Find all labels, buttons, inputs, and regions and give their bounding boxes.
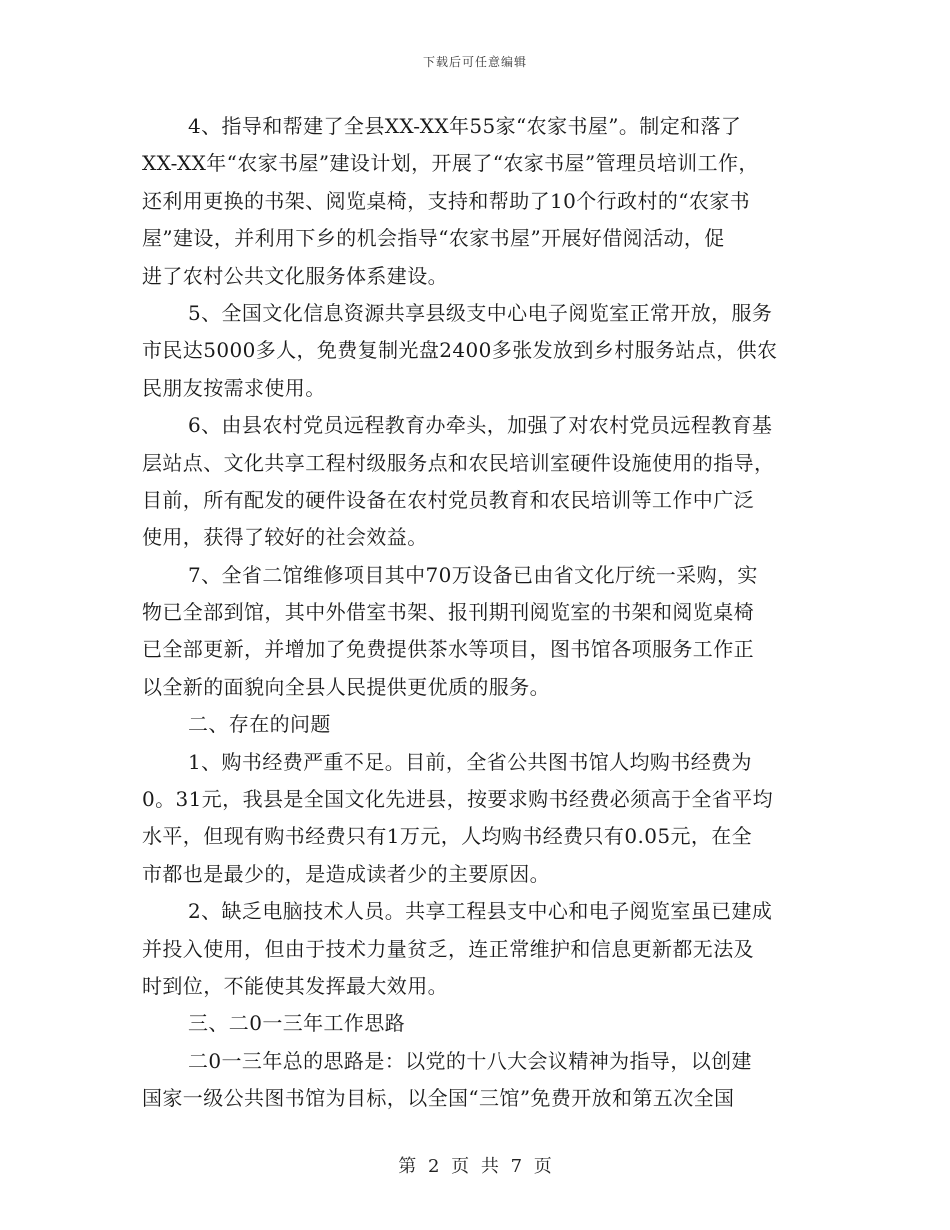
text-line: 二0一三年总的思路是：以党的十八大会议精神为指导，以创建 [188, 1048, 752, 1073]
text-line: 7、全省二馆维修项目其中70万设备已由省文化厅统一采购，实 [188, 562, 758, 587]
text-line: 目前，所有配发的硬件设备在农村党员教育和农民培训等工作中广泛 [142, 487, 754, 512]
text-line: 国家一级公共图书馆为目标，以全国“三馆”免费开放和第五次全国 [142, 1086, 735, 1111]
text-line: 时到位，不能使其发挥最大效用。 [142, 973, 448, 998]
text-line: 还利用更换的书架、阅览桌椅，支持和帮助了10个行政村的“农家书 [142, 188, 751, 213]
page-header-note: 下载后可任意编辑 [422, 55, 527, 69]
text-line: 以全新的面貌向全县人民提供更优质的服务。 [142, 674, 550, 699]
text-line: 已全部更新，并增加了免费提供茶水等项目，图书馆各项服务工作正 [142, 637, 754, 662]
text-line: XX-XX年“农家书屋”建设计划，开展了“农家书屋”管理员培训工作， [142, 151, 759, 176]
text-line: 屋”建设，并利用下乡的机会指导“农家书屋”开展好借阅活动，促 [142, 226, 725, 251]
text-line: 市都也是最少的，是造成读者少的主要原因。 [142, 861, 550, 886]
text-line: 水平，但现有购书经费只有1万元，人均购书经费只有0.05元，在全 [142, 824, 753, 849]
text-line: 市民达5000多人，免费复制光盘2400多张发放到乡村服务站点，供农 [142, 338, 778, 363]
text-line: 三、二0一三年工作思路 [188, 1011, 406, 1036]
text-line: 二、存在的问题 [188, 712, 331, 737]
text-line: 6、由县农村党员远程教育办牵头，加强了对农村党员远程教育基 [188, 413, 773, 438]
document-body [142, 108, 810, 1118]
text-line: 1、购书经费严重不足。目前，全省公共图书馆人均购书经费为 [188, 749, 752, 774]
text-line: 层站点、文化共享工程村级服务点和农民培训室硬件设施使用的指导， [142, 450, 775, 475]
page-number: 第 2 页 共 7 页 [398, 1156, 552, 1177]
text-line: 2、缺乏电脑技术人员。共享工程县支中心和电子阅览室虽已建成 [188, 899, 773, 924]
text-line: 使用，获得了较好的社会效益。 [142, 525, 428, 550]
text-line: 进了农村公共文化服务体系建设。 [142, 263, 448, 288]
text-line: 物已全部到馆，其中外借室书架、报刊期刊阅览室的书架和阅览桌椅 [142, 600, 754, 625]
text-line: 0。31元，我县是全国文化先进县，按要求购书经费必须高于全省平均 [142, 787, 773, 812]
text-line: 4、指导和帮建了全县XX-XX年55家“农家书屋”。制定和落了 [188, 114, 742, 138]
text-line: 5、全国文化信息资源共享县级支中心电子阅览室正常开放，服务 [188, 300, 773, 325]
text-line: 并投入使用，但由于技术力量贫乏，连正常维护和信息更新都无法及 [142, 936, 754, 961]
text-line: 民朋友按需求使用。 [142, 375, 326, 400]
